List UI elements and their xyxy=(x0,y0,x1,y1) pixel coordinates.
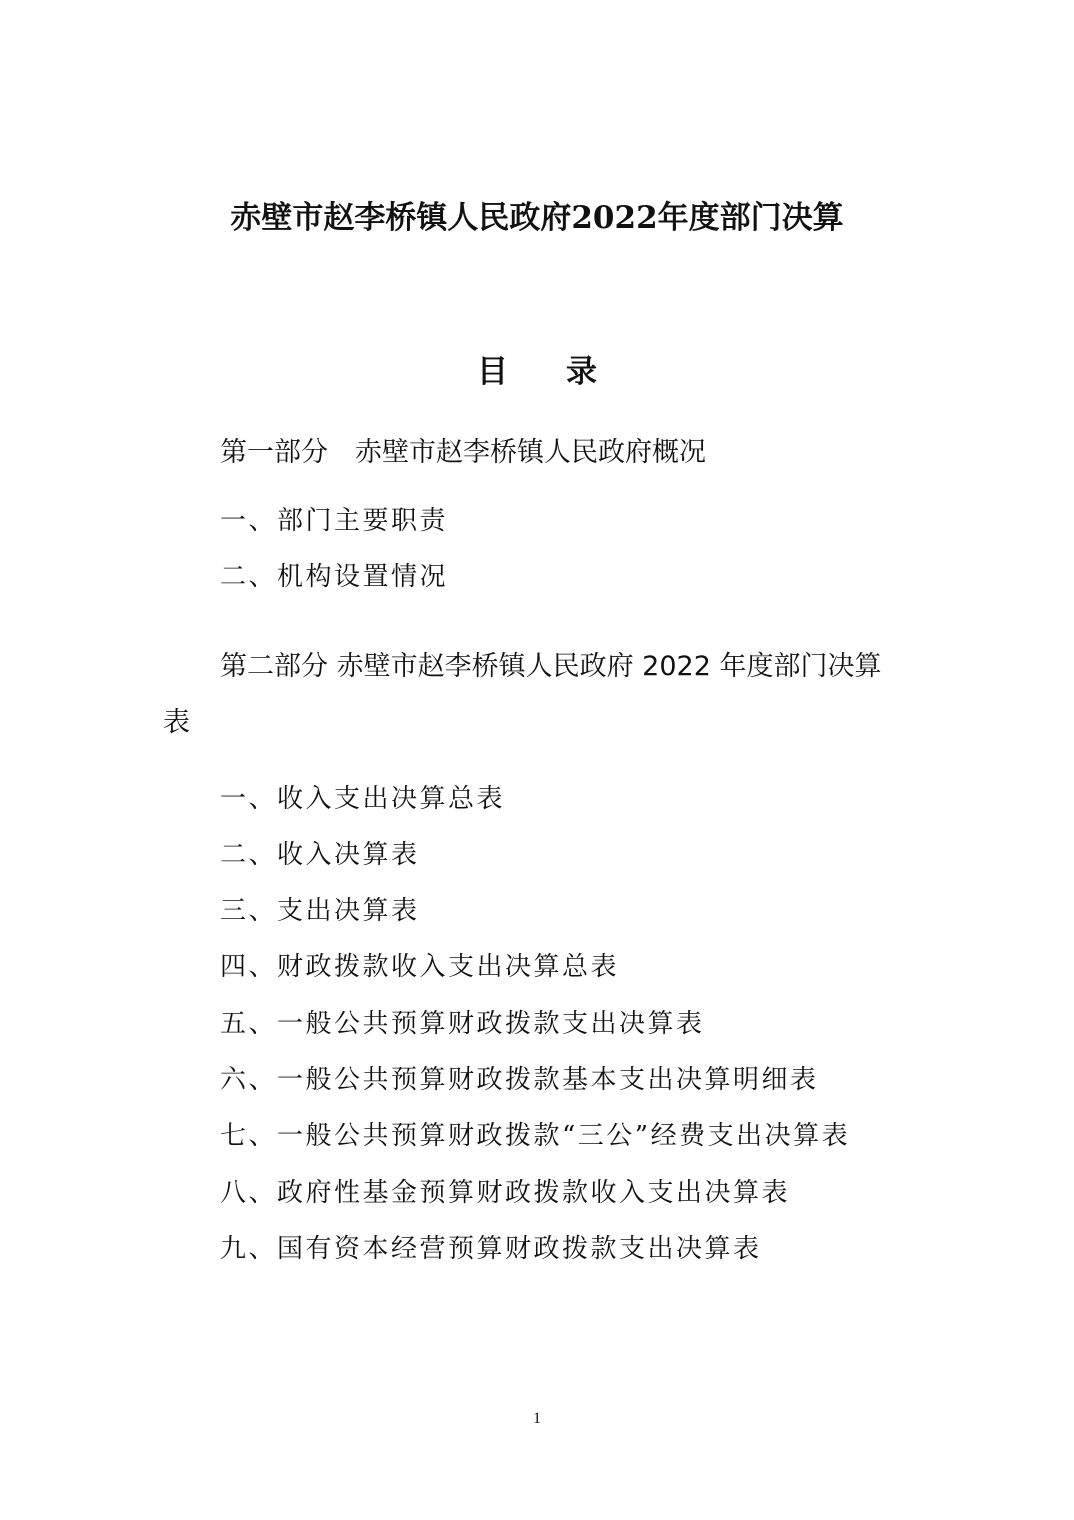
toc-part-2: 第二部分 赤壁市赵李桥镇人民政府 2022 年度部门决算 xyxy=(220,651,882,682)
toc-item: 二、机构设置情况 xyxy=(220,562,449,592)
toc-item: 九、国有资本经营预算财政拨款支出决算表 xyxy=(220,1234,762,1264)
document-title: 赤壁市赵李桥镇人民政府2022年度部门决算 xyxy=(230,200,844,236)
toc-item: 八、政府性基金预算财政拨款收入支出决算表 xyxy=(220,1178,791,1208)
page-number: 1 xyxy=(533,1410,541,1427)
toc-heading-char-1: 目 xyxy=(477,354,508,390)
toc-item: 四、财政拨款收入支出决算总表 xyxy=(220,952,620,982)
toc-item: 一、部门主要职责 xyxy=(220,506,449,536)
toc-item: 二、收入决算表 xyxy=(220,840,420,870)
toc-item: 五、一般公共预算财政拨款支出决算表 xyxy=(220,1009,705,1039)
toc-heading-char-2: 录 xyxy=(566,354,597,390)
toc-part-2-continuation: 表 xyxy=(163,707,190,738)
toc-heading xyxy=(0,346,1074,391)
toc-part-1: 第一部分 赤壁市赵李桥镇人民政府概况 xyxy=(220,437,706,468)
toc-item: 一、收入支出决算总表 xyxy=(220,784,506,814)
toc-item: 七、一般公共预算财政拨款“三公”经费支出决算表 xyxy=(220,1121,851,1151)
toc-item: 六、一般公共预算财政拨款基本支出决算明细表 xyxy=(220,1065,819,1095)
toc-item: 三、支出决算表 xyxy=(220,896,420,926)
